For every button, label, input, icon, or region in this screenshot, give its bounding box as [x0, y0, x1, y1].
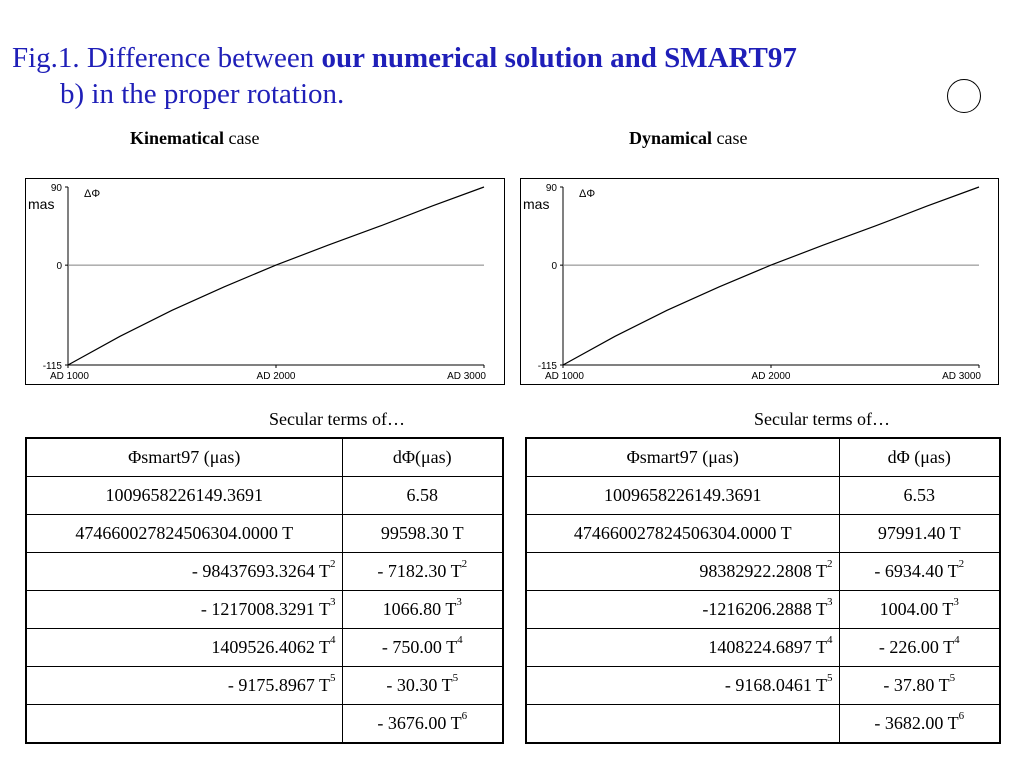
- coef-smart97-cell: [526, 705, 839, 744]
- right-caption-rest: case: [712, 128, 748, 148]
- table-row: [526, 515, 1000, 553]
- circle-icon: [947, 79, 981, 113]
- table-row: [26, 629, 503, 667]
- table-header-row: [526, 438, 1000, 477]
- x-tick-label: AD 3000: [942, 371, 981, 382]
- cell-exponent: 3: [827, 596, 833, 608]
- cell-exponent: 5: [949, 672, 956, 684]
- y-tick-label: -115: [42, 361, 62, 372]
- series-label: ΔΦ: [84, 188, 101, 200]
- table-header: Φsmart97 (μas): [26, 438, 342, 477]
- title-line-2: b) in the proper rotation.: [60, 78, 345, 110]
- coef-smart97-cell: [26, 667, 342, 705]
- x-tick-label: AD 3000: [447, 371, 486, 382]
- cell-text: - 3682.00 T: [874, 713, 959, 733]
- coef-smart97-cell: [526, 629, 839, 667]
- coef-diff-cell: [342, 477, 503, 515]
- cell-text: - 750.00 T: [381, 637, 458, 657]
- cell-text: - 226.00 T: [878, 637, 955, 657]
- coef-smart97-cell: [26, 629, 342, 667]
- cell-text: - 30.30 T: [386, 675, 453, 695]
- left-caption-rest: case: [223, 128, 260, 148]
- cell-exponent: 4: [954, 634, 960, 646]
- coef-smart97-cell: [526, 515, 839, 553]
- left-coef-table: [25, 437, 504, 744]
- right-chart-svg: [521, 179, 998, 384]
- coef-smart97-cell: [526, 591, 839, 629]
- table-row: [26, 705, 503, 744]
- x-tick-label: AD 1000: [545, 371, 584, 382]
- coef-diff-cell: [839, 705, 1000, 744]
- left-caption: [130, 128, 259, 149]
- cell-exponent: 2: [330, 558, 336, 570]
- coef-smart97-cell: [26, 515, 342, 553]
- cell-exponent: 2: [461, 558, 468, 570]
- cell-text: 1009658226149.3691: [604, 485, 762, 505]
- coef-diff-cell: [342, 553, 503, 591]
- cell-exponent: 6: [461, 710, 468, 722]
- table-row: [526, 629, 1000, 667]
- y-tick-label: 90: [545, 183, 557, 194]
- cell-text: 474660027824506304.0000 T: [573, 523, 792, 543]
- coef-diff-cell: [839, 515, 1000, 553]
- coef-diff-cell: [342, 705, 503, 744]
- table-row: [26, 477, 503, 515]
- table-header-row: [26, 438, 503, 477]
- cell-text: 1004.00 T: [879, 599, 954, 619]
- cell-exponent: 4: [457, 634, 463, 646]
- coef-smart97-cell: [26, 477, 342, 515]
- cell-text: 1408224.6897 T: [708, 637, 827, 657]
- table-header: dΦ(μas): [342, 438, 503, 477]
- coef-smart97-cell: [526, 477, 839, 515]
- cell-text: - 7182.30 T: [377, 561, 462, 581]
- y-tick-label: 90: [50, 183, 62, 194]
- coef-smart97-cell: [26, 591, 342, 629]
- table-row: [26, 667, 503, 705]
- cell-text: - 3676.00 T: [377, 713, 462, 733]
- y-tick-label: -115: [537, 361, 557, 372]
- x-tick-label: AD 2000: [256, 371, 296, 382]
- table-row: [526, 591, 1000, 629]
- figure-title: [12, 40, 797, 112]
- table-row: [26, 515, 503, 553]
- right-chart: [520, 178, 999, 385]
- right-secular-label: Secular terms of…: [754, 409, 890, 429]
- title-line-1: [12, 40, 797, 76]
- cell-text: 6.58: [406, 485, 438, 505]
- coef-diff-cell: [839, 477, 1000, 515]
- cell-text: 6.53: [903, 485, 935, 505]
- cell-exponent: 5: [452, 672, 459, 684]
- coef-diff-cell: [342, 629, 503, 667]
- left-chart-svg: [26, 179, 504, 384]
- cell-text: 1009658226149.3691: [105, 485, 263, 505]
- x-tick-label: AD 2000: [751, 371, 791, 382]
- cell-exponent: 2: [827, 558, 833, 570]
- table-row: [26, 591, 503, 629]
- left-caption-bold: Kinematical: [130, 128, 224, 148]
- table-row: [526, 667, 1000, 705]
- coef-smart97-cell: [26, 705, 342, 744]
- cell-text: -1216206.2888 T: [702, 599, 827, 619]
- cell-text: - 1217008.3291 T: [200, 599, 330, 619]
- coef-diff-cell: [839, 667, 1000, 705]
- coef-smart97-cell: [526, 553, 839, 591]
- left-secular-label: Secular terms of…: [269, 409, 405, 429]
- table-header: Φsmart97 (μas): [526, 438, 839, 477]
- y-axis-label: mas: [28, 196, 55, 212]
- coef-diff-cell: [342, 667, 503, 705]
- cell-text: - 6934.40 T: [874, 561, 959, 581]
- cell-exponent: 3: [330, 596, 336, 608]
- cell-exponent: 4: [330, 634, 336, 646]
- cell-exponent: 5: [827, 672, 833, 684]
- y-tick-label: 0: [56, 261, 62, 273]
- coef-smart97-cell: [26, 553, 342, 591]
- coef-diff-cell: [839, 591, 1000, 629]
- title-bold: our numerical solution and SMART97: [321, 42, 797, 74]
- cell-text: 99598.30 T: [380, 523, 464, 543]
- cell-exponent: 3: [953, 596, 959, 608]
- cell-exponent: 6: [958, 710, 965, 722]
- coef-diff-cell: [342, 591, 503, 629]
- cell-text: - 9168.0461 T: [724, 675, 827, 695]
- series-line: [68, 187, 484, 365]
- y-axis-label: mas: [523, 196, 550, 212]
- cell-exponent: 4: [827, 634, 833, 646]
- coef-diff-cell: [839, 629, 1000, 667]
- coef-smart97-cell: [526, 667, 839, 705]
- right-caption-bold: Dynamical: [629, 128, 712, 148]
- coef-diff-cell: [342, 515, 503, 553]
- cell-text: 98382922.2808 T: [699, 561, 827, 581]
- cell-text: 1066.80 T: [382, 599, 457, 619]
- cell-text: 1409526.4062 T: [211, 637, 330, 657]
- cell-exponent: 5: [330, 672, 336, 684]
- table-row: [526, 553, 1000, 591]
- right-coef-table: [525, 437, 1001, 744]
- y-tick-label: 0: [551, 261, 557, 273]
- title-prefix: Fig.1. Difference between: [12, 42, 322, 74]
- cell-text: 97991.40 T: [877, 523, 961, 543]
- table-row: [526, 477, 1000, 515]
- coef-diff-cell: [839, 553, 1000, 591]
- left-chart: [25, 178, 505, 385]
- table-row: [526, 705, 1000, 744]
- cell-text: 474660027824506304.0000 T: [75, 523, 294, 543]
- cell-text: - 98437693.3264 T: [191, 561, 330, 581]
- right-caption: [629, 128, 747, 149]
- table-header: dΦ (μas): [839, 438, 1000, 477]
- cell-text: - 37.80 T: [883, 675, 950, 695]
- cell-text: - 9175.8967 T: [227, 675, 330, 695]
- series-label: ΔΦ: [579, 188, 596, 200]
- cell-exponent: 2: [958, 558, 965, 570]
- table-row: [26, 553, 503, 591]
- x-tick-label: AD 1000: [50, 371, 89, 382]
- series-line: [563, 187, 979, 365]
- cell-exponent: 3: [456, 596, 462, 608]
